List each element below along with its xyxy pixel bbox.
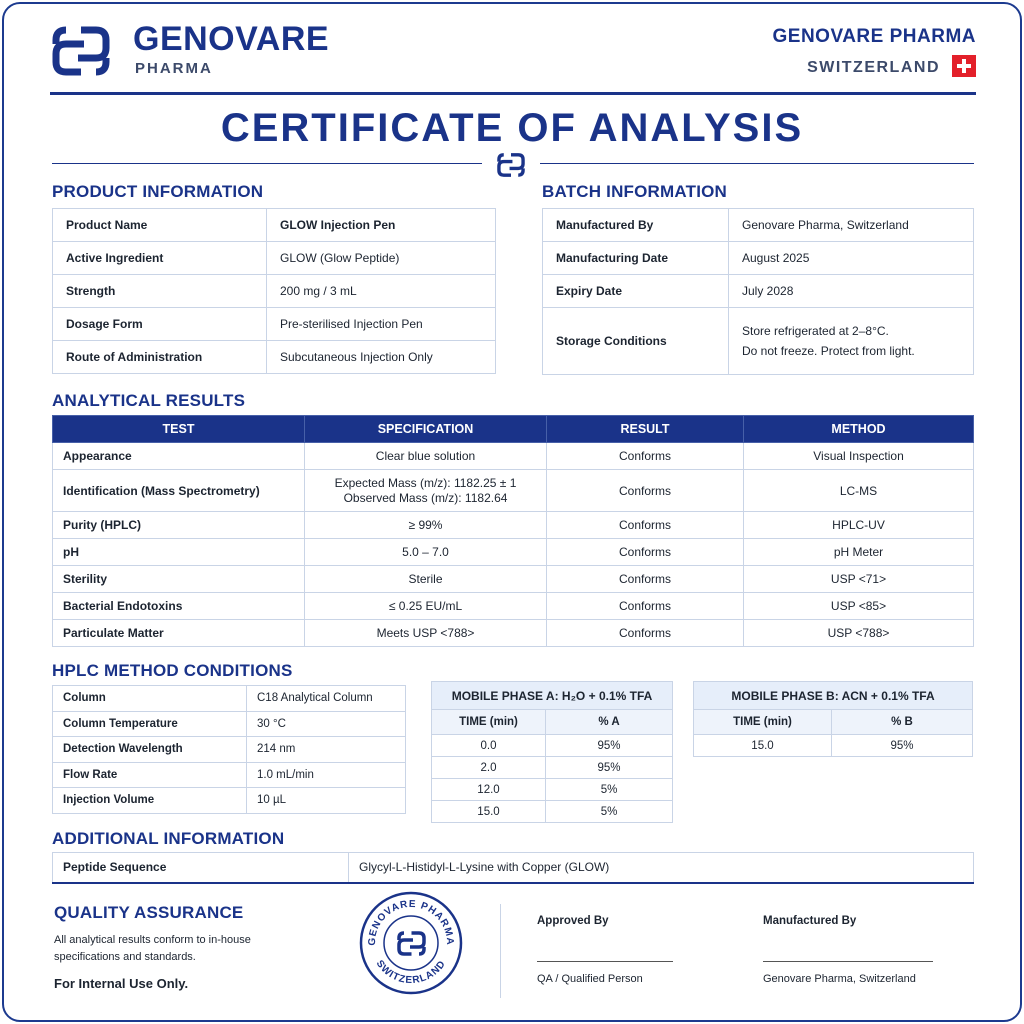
hplc-value: 30 °C [247,711,406,737]
time-cell: 2.0 [432,757,546,779]
table-caption-row [432,682,673,710]
spec-line-2: Observed Mass (m/z): 1182.64 [343,490,508,505]
time-cell: 0.0 [432,735,546,757]
product-key: Strength [53,275,267,308]
table-caption-row [694,682,973,710]
brand-subtitle: PHARMA [135,60,213,77]
product-value: GLOW Injection Pen [267,209,496,242]
product-table [52,208,496,374]
approved-by-role: QA / Qualified Person [537,973,643,985]
mobile-phase-a-table [431,681,673,823]
column-header: TEST [53,416,305,443]
batch-value: Genovare Pharma, Switzerland [729,209,974,242]
hplc-value: 1.0 mL/min [247,762,406,788]
column-header: TIME (min) [694,710,832,735]
batch-key: Manufacturing Date [543,242,729,275]
additional-heading: ADDITIONAL INFORMATION [52,829,285,848]
hplc-key: Injection Volume [53,788,247,814]
seal-inner-ring [384,916,438,970]
table-row [53,539,974,566]
batch-heading: BATCH INFORMATION [542,182,728,201]
title-divider-right [540,163,974,164]
test-method: USP <85> [744,593,974,620]
table-row [432,801,673,823]
percent-cell: 95% [832,735,973,757]
mobile-phase-b-table [693,681,973,757]
document-title: CERTIFICATE OF ANALYSIS [220,106,804,150]
brand-name: GENOVARE [133,20,330,58]
test-result: Conforms [547,620,744,647]
storage-line-2: Do not freeze. Protect from light. [742,344,915,358]
sequence-label: Peptide Sequence [53,853,349,883]
test-name: pH [53,539,305,566]
table-row [53,711,406,737]
column-header: % B [832,710,973,735]
manufactured-by-entity: Genovare Pharma, Switzerland [763,973,916,985]
hplc-key: Column Temperature [53,711,247,737]
sequence-value: Glycyl-L-Histidyl-L-Lysine with Copper (GLOW) [349,853,974,883]
table-row [53,470,974,512]
product-heading: PRODUCT INFORMATION [52,182,264,201]
phase-a-caption: MOBILE PHASE A: H₂O + 0.1% TFA [432,682,673,710]
column-header: % A [546,710,673,735]
approved-signature-line [537,961,673,962]
table-row [53,737,406,763]
test-result: Conforms [547,566,744,593]
phase-b-caption: MOBILE PHASE B: ACN + 0.1% TFA [694,682,973,710]
header-country: SWITZERLAND [807,59,940,76]
table-row [694,735,973,757]
additional-table [52,852,974,884]
table-header-row [432,710,673,735]
table-row [432,779,673,801]
test-spec: ≥ 99% [305,512,547,539]
swiss-flag-icon [952,55,976,77]
percent-cell: 95% [546,735,673,757]
hplc-value: 10 µL [247,788,406,814]
manufactured-by-label: Manufactured By [763,915,857,927]
hplc-value: C18 Analytical Column [247,686,406,712]
table-row [432,757,673,779]
table-header-row [694,710,973,735]
product-value: Pre-sterilised Injection Pen [267,308,496,341]
title-divider-left [52,163,482,164]
table-row [53,593,974,620]
table-row [543,308,974,375]
hplc-key: Flow Rate [53,762,247,788]
analytical-heading: ANALYTICAL RESULTS [52,391,246,410]
manufactured-signature-line [763,961,933,962]
test-name: Bacterial Endotoxins [53,593,305,620]
test-result: Conforms [547,443,744,470]
header-company: GENOVARE PHARMA [772,26,976,47]
header-divider [50,92,976,95]
column-header: TIME (min) [432,710,546,735]
table-row [53,566,974,593]
column-header: SPECIFICATION [305,416,547,443]
batch-key: Storage Conditions [543,308,729,375]
table-row [53,788,406,814]
qa-heading: QUALITY ASSURANCE [54,903,244,922]
test-spec: 5.0 – 7.0 [305,539,547,566]
product-value: Subcutaneous Injection Only [267,341,496,374]
time-cell: 15.0 [432,801,546,823]
table-row [53,686,406,712]
approved-by-label: Approved By [537,915,609,927]
product-key: Active Ingredient [53,242,267,275]
test-method: LC-MS [744,470,974,512]
internal-use-note: For Internal Use Only. [54,976,189,991]
table-row [53,341,496,374]
product-key: Product Name [53,209,267,242]
time-cell: 12.0 [432,779,546,801]
percent-cell: 95% [546,757,673,779]
table-row [432,735,673,757]
test-result: Conforms [547,470,744,512]
test-result: Conforms [547,539,744,566]
test-name: Particulate Matter [53,620,305,647]
hplc-key: Detection Wavelength [53,737,247,763]
batch-key: Expiry Date [543,275,729,308]
time-cell: 15.0 [694,735,832,757]
hplc-conditions-table [52,685,406,814]
batch-value: August 2025 [729,242,974,275]
test-spec [305,470,547,512]
batch-table [542,208,974,375]
table-row [543,209,974,242]
table-row [53,443,974,470]
genovare-logo-icon [50,22,112,80]
table-row [543,242,974,275]
test-name: Appearance [53,443,305,470]
spec-line-1: Expected Mass (m/z): 1182.25 ± 1 [334,475,517,490]
seal-bottom-text: SWITZERLAND [373,958,449,987]
percent-cell: 5% [546,779,673,801]
table-header-row [53,416,974,443]
analytical-table [52,415,974,647]
seal-logo-icon [399,933,424,954]
seal-top-text: GENOVARE PHARMA [366,898,456,946]
mini-logo-icon [494,151,528,179]
table-row [53,275,496,308]
test-spec: Clear blue solution [305,443,547,470]
test-method: HPLC-UV [744,512,974,539]
table-row [53,209,496,242]
table-row [53,512,974,539]
hplc-value: 214 nm [247,737,406,763]
test-method: USP <788> [744,620,974,647]
product-key: Route of Administration [53,341,267,374]
table-row [53,853,974,883]
product-key: Dosage Form [53,308,267,341]
percent-cell: 5% [546,801,673,823]
table-row [53,762,406,788]
test-result: Conforms [547,512,744,539]
qa-statement: All analytical results conform to in-house specifications and standards. [54,934,251,963]
test-name: Identification (Mass Spectrometry) [53,470,305,512]
batch-value: July 2028 [729,275,974,308]
test-spec: Sterile [305,566,547,593]
company-seal [358,890,464,996]
batch-key: Manufactured By [543,209,729,242]
hplc-heading: HPLC METHOD CONDITIONS [52,661,293,680]
test-spec: ≤ 0.25 EU/mL [305,593,547,620]
test-method: pH Meter [744,539,974,566]
table-row [53,308,496,341]
product-value: 200 mg / 3 mL [267,275,496,308]
table-row [53,620,974,647]
test-spec: Meets USP <788> [305,620,547,647]
table-row [53,242,496,275]
test-name: Sterility [53,566,305,593]
batch-value [729,308,974,375]
test-method: USP <71> [744,566,974,593]
column-header: METHOD [744,416,974,443]
column-header: RESULT [547,416,744,443]
test-method: Visual Inspection [744,443,974,470]
signature-divider [500,904,501,998]
product-value: GLOW (Glow Peptide) [267,242,496,275]
hplc-key: Column [53,686,247,712]
test-result: Conforms [547,593,744,620]
test-name: Purity (HPLC) [53,512,305,539]
table-row [543,275,974,308]
storage-line-1: Store refrigerated at 2–8°C. [742,324,889,338]
